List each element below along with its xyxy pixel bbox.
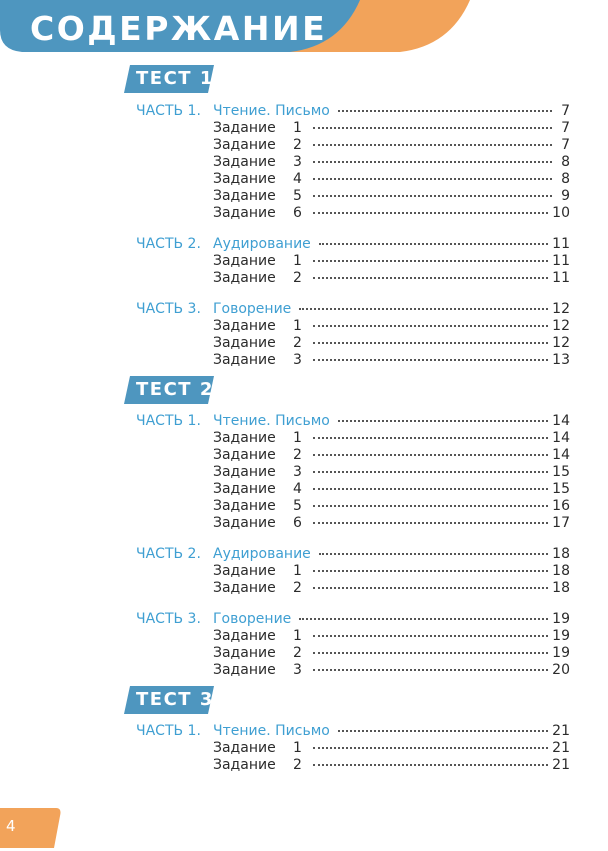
task-label: Задание — [213, 318, 276, 334]
dot-leader — [319, 242, 548, 245]
toc-task-row[interactable] — [136, 430, 570, 447]
dot-leader — [313, 126, 552, 129]
task-label: Задание — [213, 464, 276, 480]
page-number: 14 — [552, 413, 570, 429]
toc-task-row[interactable] — [136, 253, 570, 270]
page-number: 15 — [552, 464, 570, 480]
task-number: 1 — [293, 628, 302, 644]
task-number: 6 — [293, 205, 302, 221]
page-number: 7 — [561, 103, 570, 119]
toc-task-row[interactable] — [136, 757, 570, 774]
page-number: 19 — [552, 645, 570, 661]
test-3-badge — [124, 686, 214, 714]
page-number: 10 — [552, 205, 570, 221]
part-label: ЧАСТЬ 3. — [136, 301, 201, 317]
task-label: Задание — [213, 137, 276, 153]
toc-part-row[interactable] — [136, 723, 570, 740]
task-label: Задание — [213, 188, 276, 204]
task-number: 2 — [293, 137, 302, 153]
page-number: 8 — [561, 154, 570, 170]
toc-task-row[interactable] — [136, 481, 570, 498]
task-number: 4 — [293, 481, 302, 497]
page-number: 7 — [561, 137, 570, 153]
task-number: 3 — [293, 464, 302, 480]
task-label: Задание — [213, 563, 276, 579]
toc-task-row[interactable] — [136, 154, 570, 171]
part-label: ЧАСТЬ 2. — [136, 236, 201, 252]
page-number: 8 — [561, 171, 570, 187]
dot-leader — [313, 651, 548, 654]
dot-leader — [313, 358, 548, 361]
toc-task-row[interactable] — [136, 270, 570, 287]
page-number: 21 — [552, 740, 570, 756]
dot-leader — [299, 307, 548, 310]
task-label: Задание — [213, 253, 276, 269]
task-number: 1 — [293, 563, 302, 579]
dot-leader — [338, 729, 548, 732]
toc-task-row[interactable] — [136, 120, 570, 137]
dot-leader — [313, 504, 548, 507]
footer-page-number: 4 — [6, 817, 16, 835]
toc-task-row[interactable] — [136, 628, 570, 645]
task-label: Задание — [213, 515, 276, 531]
toc-task-row[interactable] — [136, 188, 570, 205]
page-number: 13 — [552, 352, 570, 368]
task-label: Задание — [213, 481, 276, 497]
test-1-badge — [124, 65, 214, 93]
page-number: 11 — [552, 253, 570, 269]
part-title: Говорение — [213, 611, 292, 627]
task-number: 5 — [293, 498, 302, 514]
toc-task-row[interactable] — [136, 171, 570, 188]
toc-part-row[interactable] — [136, 413, 570, 430]
dot-leader — [313, 586, 548, 589]
page-number: 16 — [552, 498, 570, 514]
part-label: ЧАСТЬ 2. — [136, 546, 201, 562]
part-label: ЧАСТЬ 1. — [136, 723, 201, 739]
task-number: 2 — [293, 270, 302, 286]
toc-task-row[interactable] — [136, 498, 570, 515]
task-number: 2 — [293, 757, 302, 773]
task-label: Задание — [213, 740, 276, 756]
task-number: 3 — [293, 662, 302, 678]
part-title: Аудирование — [213, 236, 311, 252]
page-number: 20 — [552, 662, 570, 678]
toc-task-row[interactable] — [136, 464, 570, 481]
test-1-label: ТЕСТ 1 — [136, 68, 214, 89]
page-number: 21 — [552, 757, 570, 773]
page-number: 19 — [552, 628, 570, 644]
task-number: 1 — [293, 253, 302, 269]
part-label: ЧАСТЬ 3. — [136, 611, 201, 627]
dot-leader — [313, 453, 548, 456]
page-number: 18 — [552, 546, 570, 562]
page-number: 12 — [552, 335, 570, 351]
dot-leader — [313, 470, 548, 473]
task-label: Задание — [213, 645, 276, 661]
task-label: Задание — [213, 270, 276, 286]
dot-leader — [313, 324, 548, 327]
dot-leader — [313, 194, 552, 197]
task-label: Задание — [213, 120, 276, 136]
part-label: ЧАСТЬ 1. — [136, 413, 201, 429]
test-2-badge — [124, 376, 214, 404]
task-label: Задание — [213, 352, 276, 368]
toc-part-row[interactable] — [136, 301, 570, 318]
task-number: 1 — [293, 120, 302, 136]
toc-task-row[interactable] — [136, 137, 570, 154]
task-number: 5 — [293, 188, 302, 204]
header-banner — [0, 0, 608, 60]
dot-leader — [313, 634, 548, 637]
toc-task-row[interactable] — [136, 515, 570, 532]
task-number: 6 — [293, 515, 302, 531]
page-number: 12 — [552, 318, 570, 334]
dot-leader — [313, 177, 552, 180]
toc-task-row[interactable] — [136, 645, 570, 662]
dot-leader — [313, 436, 548, 439]
task-label: Задание — [213, 498, 276, 514]
dot-leader — [313, 276, 548, 279]
toc-task-row[interactable] — [136, 580, 570, 597]
part-title: Аудирование — [213, 546, 311, 562]
dot-leader — [313, 521, 548, 524]
page-number: 15 — [552, 481, 570, 497]
page-number: 17 — [552, 515, 570, 531]
page-number: 12 — [552, 301, 570, 317]
task-label: Задание — [213, 447, 276, 463]
task-label: Задание — [213, 171, 276, 187]
page-number: 14 — [552, 447, 570, 463]
task-number: 2 — [293, 447, 302, 463]
toc-part-row[interactable] — [136, 236, 570, 253]
page-number: 18 — [552, 563, 570, 579]
toc-task-row[interactable] — [136, 352, 570, 369]
toc-task-row[interactable] — [136, 662, 570, 679]
task-number: 1 — [293, 740, 302, 756]
toc-part-row[interactable] — [136, 546, 570, 563]
page-number: 7 — [561, 120, 570, 136]
toc-part-row[interactable] — [136, 611, 570, 628]
part-title: Говорение — [213, 301, 292, 317]
page-number: 14 — [552, 430, 570, 446]
part-title: Чтение. Письмо — [213, 413, 330, 429]
task-number: 2 — [293, 580, 302, 596]
toc-task-row[interactable] — [136, 205, 570, 222]
toc-task-row[interactable] — [136, 335, 570, 352]
task-label: Задание — [213, 154, 276, 170]
toc-part-row[interactable] — [136, 103, 570, 120]
task-number: 4 — [293, 171, 302, 187]
dot-leader — [338, 419, 548, 422]
page-number: 19 — [552, 611, 570, 627]
toc-task-row[interactable] — [136, 318, 570, 335]
dot-leader — [299, 617, 548, 620]
dot-leader — [313, 668, 548, 671]
dot-leader — [313, 569, 548, 572]
test-3-label: ТЕСТ 3 — [136, 689, 214, 710]
page-number: 11 — [552, 236, 570, 252]
task-number: 3 — [293, 154, 302, 170]
dot-leader — [338, 109, 552, 112]
page-number: 9 — [561, 188, 570, 204]
dot-leader — [313, 341, 548, 344]
dot-leader — [313, 211, 548, 214]
task-label: Задание — [213, 757, 276, 773]
task-number: 1 — [293, 318, 302, 334]
task-label: Задание — [213, 335, 276, 351]
page-number-tab — [0, 808, 62, 848]
task-number: 2 — [293, 335, 302, 351]
dot-leader — [313, 487, 548, 490]
task-label: Задание — [213, 662, 276, 678]
dot-leader — [313, 259, 548, 262]
task-label: Задание — [213, 430, 276, 446]
task-number: 1 — [293, 430, 302, 446]
part-title: Чтение. Письмо — [213, 103, 330, 119]
task-label: Задание — [213, 205, 276, 221]
dot-leader — [313, 746, 548, 749]
dot-leader — [313, 143, 552, 146]
dot-leader — [319, 552, 548, 555]
task-number: 3 — [293, 352, 302, 368]
page-title: СОДЕРЖАНИЕ — [30, 9, 328, 48]
page-number: 18 — [552, 580, 570, 596]
page-number: 11 — [552, 270, 570, 286]
task-number: 2 — [293, 645, 302, 661]
test-2-label: ТЕСТ 2 — [136, 379, 214, 400]
page-number: 21 — [552, 723, 570, 739]
toc-task-row[interactable] — [136, 740, 570, 757]
dot-leader — [313, 160, 552, 163]
task-label: Задание — [213, 580, 276, 596]
task-label: Задание — [213, 628, 276, 644]
dot-leader — [313, 763, 548, 766]
toc-task-row[interactable] — [136, 447, 570, 464]
toc-task-row[interactable] — [136, 563, 570, 580]
part-label: ЧАСТЬ 1. — [136, 103, 201, 119]
part-title: Чтение. Письмо — [213, 723, 330, 739]
